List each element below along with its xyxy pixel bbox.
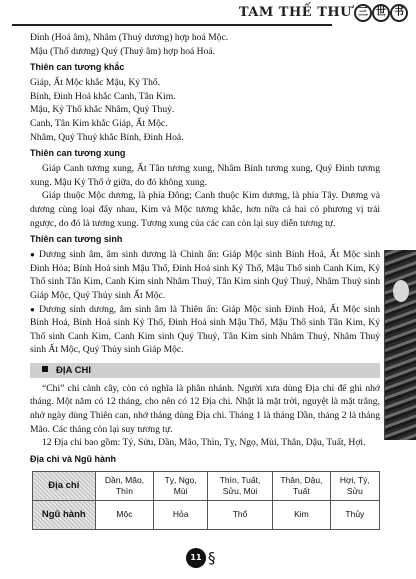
khac-heading: Thiên can tương khắc (30, 62, 125, 73)
logo-char-3: 书 (390, 4, 408, 22)
table-cell: Thổ (208, 500, 273, 529)
page-number: 11 (186, 548, 206, 568)
side-illustration (384, 250, 416, 440)
sinh-bullet-2 (30, 303, 380, 357)
sinh-bullet-1-text: Dương sinh âm, âm sinh dương là Chính ấn: Giáp Mộc sinh Bính Hoả, Ất Mộc sinh Đinh Hỏa; Bính Hoả sinh Mậu Thổ, Đinh Hoả sinh Kỷ Thổ, Mậu Thổ sinh Canh Kim, Kỷ Thổ sinh Tân Kim, Canh Kim sinh Nhâm Thuỷ, Tân Kim sinh Quý Thuỷ, Nhâm Thuỷ sinh Giáp Mộc, Quý Thủy sinh Ất Mộc. (30, 249, 380, 301)
xung-heading: Thiên can tương xung (30, 148, 126, 159)
table-heading: Địa chi và Ngũ hành (30, 453, 117, 464)
table-cell: Dần, Mão, Thìn (95, 471, 154, 500)
khac-line-1: Giáp, Ất Mộc khắc Mậu, Kỷ Thổ. (30, 77, 161, 89)
table-cell: Kim (273, 500, 331, 529)
table-cell: Thân, Dậu, Tuất (273, 471, 331, 500)
hop-line-2: Mậu (Thổ dương) Quý (Thuỷ âm) hợp hoá Hoả. (30, 45, 216, 57)
xung-paragraph-2: Giáp thuộc Mộc dương, là phía Đông; Canh thuộc Kim dương, là phía Tây. Dương và dương cùng loại đẩy nhau, Kim và Mộc tương khắc, hơn nữa cả hai có phương vị trái ngược, do đó là tương xung. Tương xung của các can còn lại suy diễn tương tự. (30, 190, 380, 229)
khac-line-2: Bính, Đinh Hoả khắc Canh, Tân Kim. (30, 90, 176, 102)
table-cell: Thủy (330, 500, 379, 529)
row-label: Địa chi (33, 471, 96, 500)
sinh-bullet-1 (30, 248, 380, 302)
bullet-icon (30, 304, 39, 315)
logo-char-2: 世 (372, 4, 390, 22)
page-number-badge (186, 546, 230, 572)
page-body (30, 31, 380, 530)
book-logo (354, 4, 408, 24)
sinh-heading: Thiên can tương sinh (30, 234, 123, 245)
khac-line-5: Nhâm, Quý Thuỷ khắc Bính, Đinh Hoả. (30, 131, 184, 143)
table-cell: Thìn, Tuất, Sửu, Mùi (208, 471, 273, 500)
table-row (33, 500, 380, 529)
table-cell: Tỵ, Ngọ, Mùi (154, 471, 208, 500)
row-label: Ngũ hành (33, 500, 96, 529)
khac-line-3: Mậu, Kỷ Thổ khắc Nhâm, Quý Thuỷ. (30, 104, 175, 116)
hop-line-1: Đinh (Hoả âm), Nhâm (Thuỷ dương) hợp hoá Mộc. (30, 32, 229, 43)
bullet-icon (30, 249, 39, 260)
table-cell: Mộc (95, 500, 154, 529)
running-title: TAM THẾ THƯ (238, 5, 352, 20)
ornament-icon: § (208, 549, 216, 567)
page-header (0, 0, 416, 28)
khac-line-4: Canh, Tân Kim khắc Giáp, Ất Mộc. (30, 117, 168, 129)
dia-chi-paragraph-1: “Chi” chỉ cành cây, còn có nghĩa là phân nhánh. Người xưa dùng Địa chi để ghi nhớ tháng. Một năm có 12 tháng, cho nên có 12 Địa chi. Nhật là mặt trời, nguyệt là mặt trăng, nhớ ngày dùng Thiên can, nhớ tháng dùng Địa chi. Tháng 1 là tháng Dần, tháng 2 là tháng Mão. Các tháng còn lại suy tương tự. (30, 382, 380, 435)
xung-paragraph-1: Giáp Canh tương xung, Ất Tân tương xung, Nhâm Bính tương xung, Quý Đinh tương xung. Mậu Kỷ Thổ ở giữa, do đó không xung. (30, 163, 380, 188)
table-cell: Hợi, Tý, Sửu (330, 471, 379, 500)
sinh-bullet-2-text: Dương sinh dương, âm sinh âm là Thiên ấn: Giáp Mộc sinh Đinh Hoả, Ất Mộc sinh Bính Hoả, Bính Hoả sinh Kỷ Thổ, Đinh Hoả sinh Mậu Thổ, Mậu Thổ sinh Tân Kim, Kỷ Thổ sinh Canh Kim, Canh Kim sinh Quý Thuỷ, Tân Kim sinh Nhâm Thuỷ, Nhâm Thuỷ sinh Ất Mộc, Quý Thủy sinh Giáp Mộc. (30, 303, 380, 356)
portrait-face (393, 280, 409, 302)
dia-chi-section-heading (30, 363, 380, 378)
table-row (33, 471, 380, 500)
table-cell: Hỏa (154, 500, 208, 529)
square-bullet-icon (42, 366, 48, 372)
dia-chi-ngu-hanh-table (32, 471, 380, 530)
dia-chi-heading-text: ĐỊA CHI (56, 364, 92, 376)
logo-char-1: 三 (354, 4, 372, 22)
header-rule (12, 24, 332, 26)
dia-chi-paragraph-2: 12 Địa chi bao gồm: Tý, Sửu, Dần, Mão, Thìn, Tỵ, Ngọ, Mùi, Thân, Dậu, Tuất, Hợi. (42, 437, 366, 449)
